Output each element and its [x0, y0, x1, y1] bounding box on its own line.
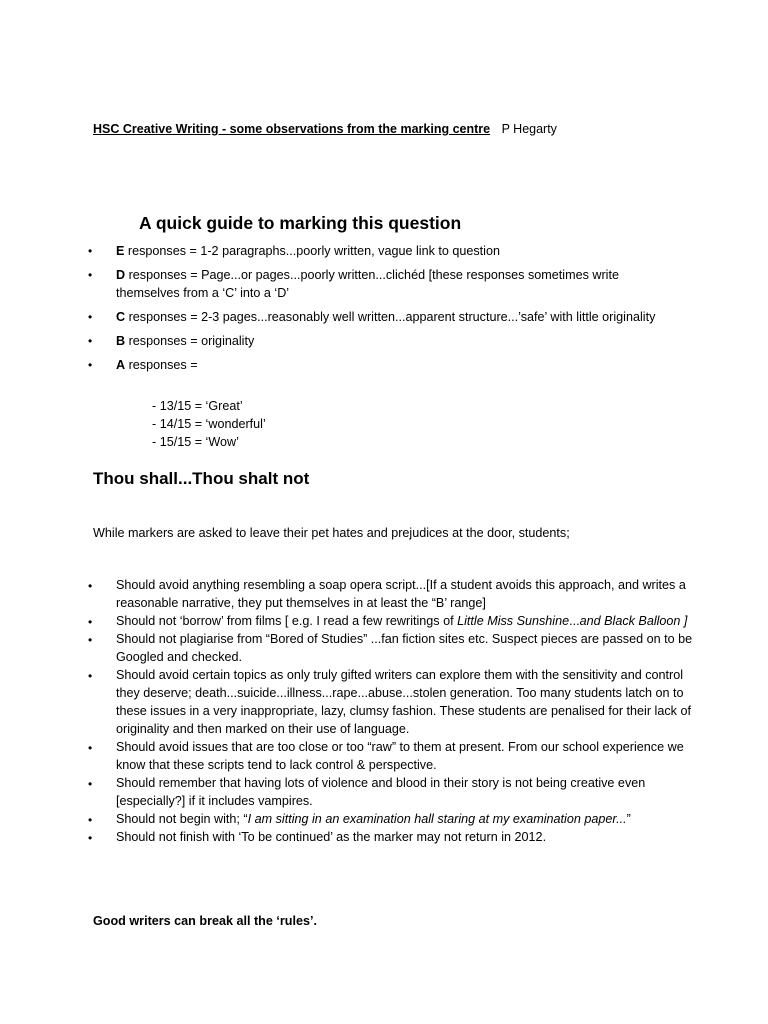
rules-heading: Thou shall...Thou shalt not — [93, 469, 310, 488]
bullet-icon: • — [88, 777, 93, 791]
bullet-icon: • — [88, 334, 93, 348]
rule-text: ... — [569, 614, 580, 628]
bullet-icon: • — [88, 244, 93, 258]
grade-description: responses = — [125, 358, 198, 372]
bullet-icon: • — [88, 358, 93, 372]
rule-text: Should not plagiarise from “Bored of Studies” ...fan fiction sites etc. Suspect pieces are passed on to be Googled and checked. — [116, 632, 693, 664]
grade-description: responses = Page...or pages...poorly written...clichéd [these responses sometimes write themselves from a ‘C’ into a ‘D’ — [116, 268, 619, 300]
rule-item — [0, 828, 700, 846]
bullet-icon: • — [88, 633, 93, 647]
rule-text: Should avoid certain topics as only truly gifted writers can explore them with the sensitivity and control they deserve; death...suicide...illness...rape...abuse...stolen generation. Too many students latch on to these issues in a very inappropriate, lazy, clumsy fashion. These students are penalised for their lack of originality and then marked on their use of language. — [116, 668, 691, 736]
rule-text: Should not finish with ‘To be continued’ as the marker may not return in 2012. — [116, 830, 547, 844]
rule-item — [0, 576, 700, 612]
grade-letter: E — [116, 244, 125, 258]
guide-heading: A quick guide to marking this question — [139, 213, 462, 233]
quoted-opening: I am sitting in an examination hall staring at my examination paper... — [247, 812, 627, 826]
rules-list — [0, 576, 768, 846]
film-title: and Black Balloon ] — [579, 614, 688, 628]
rule-item — [0, 666, 700, 738]
rule-item — [0, 774, 700, 810]
grade-list — [0, 242, 768, 380]
film-title: Little Miss Sunshine — [457, 614, 570, 628]
document-author: P Hegarty — [501, 122, 557, 136]
grade-letter: A — [116, 358, 126, 372]
grade-item-e — [0, 242, 676, 260]
bullet-icon: • — [88, 813, 93, 827]
bullet-icon: • — [88, 268, 93, 282]
rules-intro: While markers are asked to leave their pet hates and prejudices at the door, students; — [93, 526, 570, 540]
rule-item — [0, 612, 700, 630]
rule-item — [0, 630, 700, 666]
rule-text: Should not ‘borrow’ from films [ e.g. I read a few rewritings of — [116, 614, 458, 628]
grade-letter: B — [116, 334, 126, 348]
rule-text: ” — [626, 812, 631, 826]
a-grade-subitem: - 15/15 = ‘Wow’ — [152, 435, 239, 449]
a-grade-sublist — [152, 397, 266, 451]
bullet-icon: • — [88, 669, 93, 683]
a-grade-subitem: - 13/15 = ‘Great’ — [152, 399, 243, 413]
grade-letter: D — [116, 268, 126, 282]
rule-text: Should avoid anything resembling a soap opera script...[If a student avoids this approach, and writes a reasonable narrative, they put themselves in at least the “B’ range] — [116, 578, 686, 610]
bullet-icon: • — [88, 310, 93, 324]
bullet-icon: • — [88, 741, 93, 755]
grade-description: responses = originality — [125, 334, 255, 348]
bullet-icon: • — [88, 615, 93, 629]
grade-item-a — [0, 356, 676, 374]
rule-item — [0, 738, 700, 774]
a-grade-subitem: - 14/15 = ‘wonderful’ — [152, 417, 266, 431]
rule-text: Should avoid issues that are too close or too “raw” to them at present. From our school experience we know that these scripts tend to lack control & perspective. — [116, 740, 684, 772]
bullet-icon: • — [88, 831, 93, 845]
grade-item-c — [0, 308, 676, 326]
document-header — [93, 122, 557, 136]
bullet-icon: • — [88, 579, 93, 593]
document-title: HSC Creative Writing - some observations from the marking centre — [93, 122, 491, 136]
rule-text: Should remember that having lots of violence and blood in their story is not being creative even [especially?] if it includes vampires. — [116, 776, 646, 808]
grade-description: responses = 2-3 pages...reasonably well written...apparent structure...’safe’ with little originality — [125, 310, 656, 324]
closing-statement: Good writers can break all the ‘rules’. — [93, 914, 317, 928]
rule-text: Should not begin with; “ — [116, 812, 248, 826]
grade-description: responses = 1-2 paragraphs...poorly written, vague link to question — [124, 244, 500, 258]
grade-item-d — [0, 266, 676, 302]
rule-item — [0, 810, 700, 828]
grade-item-b — [0, 332, 676, 350]
grade-letter: C — [116, 310, 126, 324]
